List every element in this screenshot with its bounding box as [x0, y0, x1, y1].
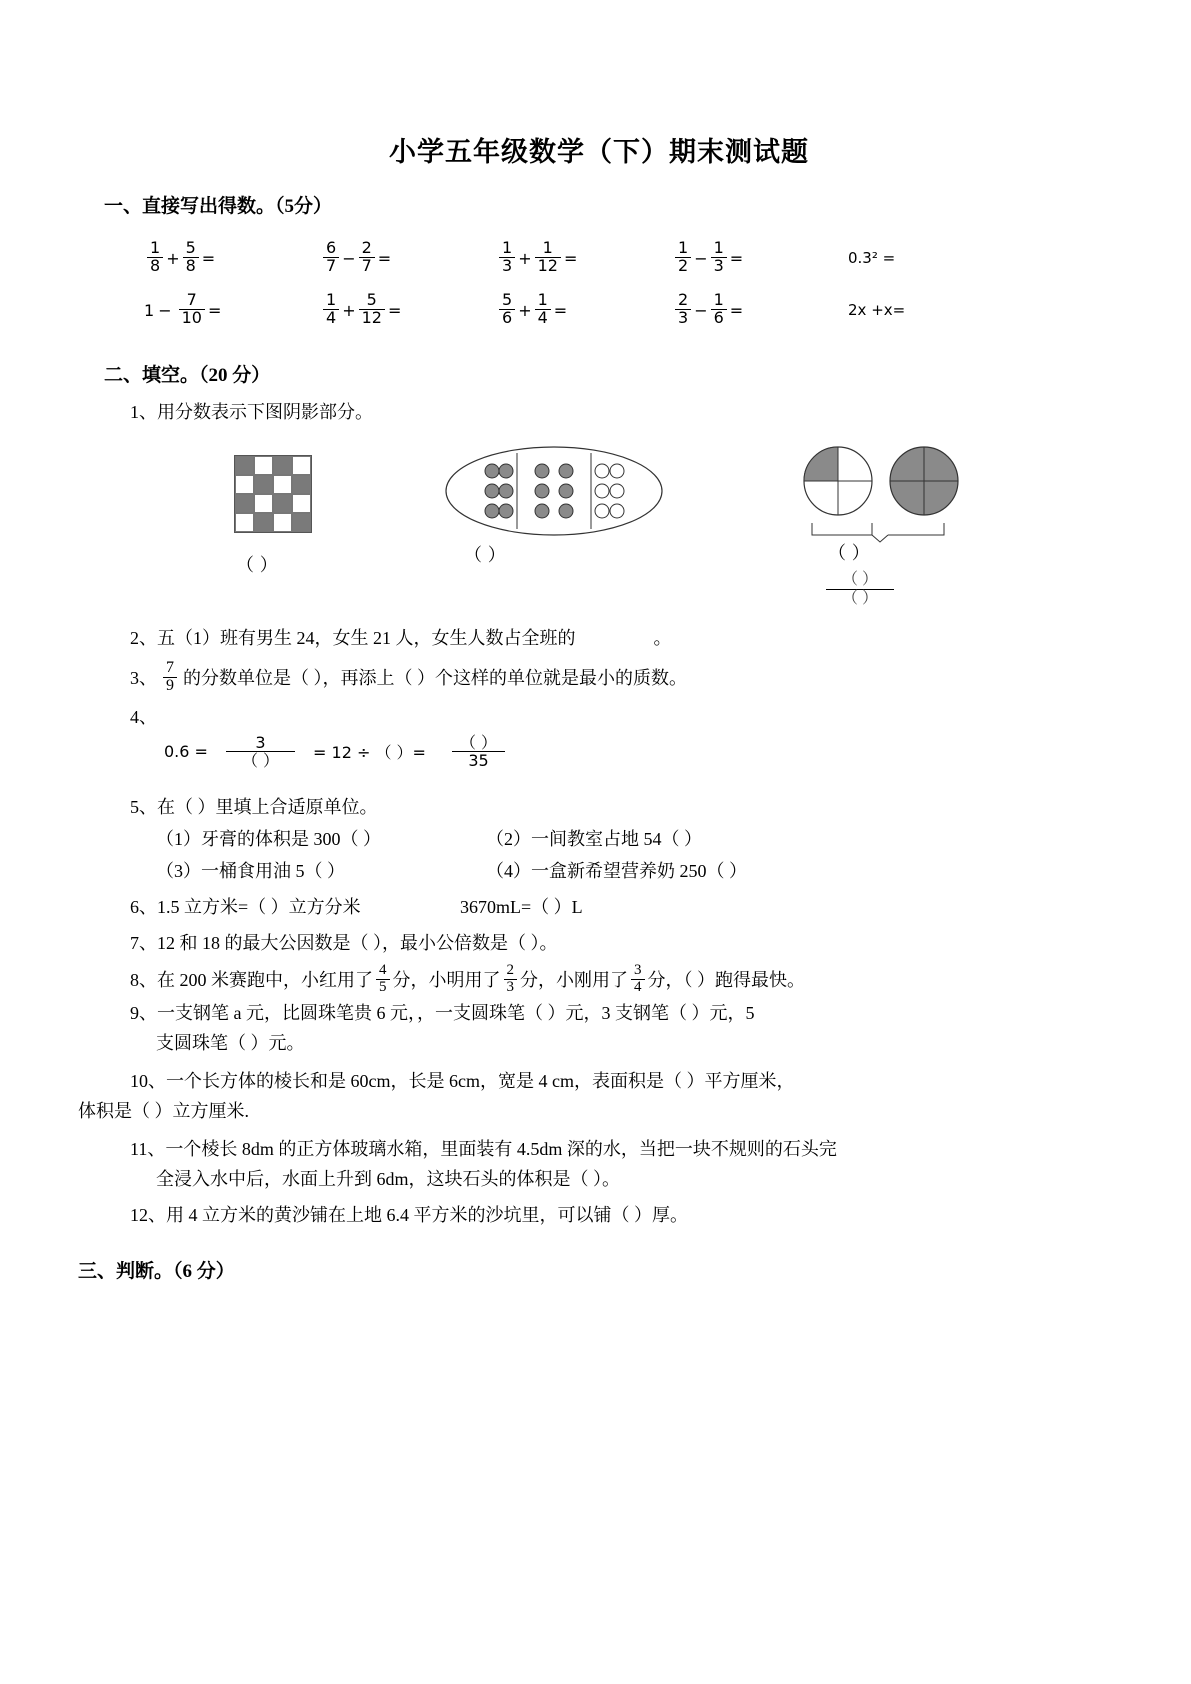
oral-item [496, 237, 672, 276]
fraction-numerator: 7 [166, 659, 174, 676]
equals-sign: = [377, 248, 392, 268]
oral-row [144, 232, 1024, 284]
page-title: 小学五年级数学（下）期末测试题 [389, 137, 809, 167]
question-2-6-part-a[interactable]: 6、1.5 立方米=（ ）立方分米 [130, 896, 361, 917]
checkerboard-grid [234, 455, 312, 533]
fraction-denominator: 12 [359, 309, 385, 327]
fraction-blank-1[interactable] [226, 734, 295, 770]
question-2-3-text: 的分数单位是（ ），再添上（ ）个这样的单位就是最小的质数。 [183, 668, 687, 689]
question-2-5-item-4[interactable]: （4）一盒新希望营养奶 250（ ） [486, 860, 747, 881]
grid-cell [273, 494, 292, 513]
question-2-2-period: 。 [653, 628, 672, 648]
question-2-6-part-b[interactable]: 3670mL=（ ）L [460, 896, 583, 917]
question-2-5-item-2[interactable]: （2）一间教室占地 54（ ） [486, 828, 702, 849]
question-2-8-text-2: 分，小明用了 [392, 970, 501, 991]
oval-dots-figure [444, 445, 664, 566]
fraction-numerator: 3 [255, 732, 266, 752]
operator: + [342, 300, 356, 320]
grid-cell [273, 456, 292, 475]
fraction-numerator: 3 [634, 961, 642, 978]
question-2-10-line-2[interactable]: 体积是（ ）立方厘米. [78, 1101, 249, 1122]
oral-item [848, 249, 1024, 267]
grid-cell [273, 513, 292, 532]
section-two-heading: 二、填空。（20 分） [104, 365, 271, 386]
fraction-denominator: 4 [535, 309, 551, 327]
question-2-5-item-1[interactable]: （1）牙膏的体积是 300（ ） [156, 828, 381, 849]
fraction-denominator: 3 [499, 257, 515, 275]
grid-cell [235, 475, 254, 494]
question-2-3 [130, 661, 1094, 696]
fraction-numerator: 1 [502, 237, 513, 257]
fraction-two-thirds [504, 963, 518, 996]
grid-cell [254, 513, 273, 532]
fraction-numerator-blank[interactable]: （ ） [842, 571, 879, 588]
question-2-2-blank[interactable] [576, 621, 654, 655]
fraction-numerator: 1 [326, 289, 337, 309]
operator: − [694, 248, 708, 268]
fraction-denominator: 8 [147, 257, 163, 275]
equation-left: 0.6 = [164, 742, 208, 762]
grid-cell [235, 456, 254, 475]
equals-sign: = [563, 248, 578, 268]
fraction-denominator-blank[interactable]: （ ） [226, 751, 295, 770]
oral-calculation-grid [144, 232, 1024, 336]
fraction-numerator: 2 [678, 289, 689, 309]
operator: − [694, 300, 708, 320]
equals-sign: = [387, 300, 402, 320]
oral-item [672, 237, 848, 276]
question-2-3-index: 3、 [130, 668, 157, 689]
fraction-seven-ninths [163, 660, 177, 695]
fraction-numerator: 5 [366, 289, 377, 309]
equals-sign: = [207, 300, 222, 320]
question-2-7[interactable]: 7、12 和 18 的最大公因数是（ ），最小公倍数是（ ）。 [130, 932, 558, 953]
grid-cell [254, 494, 273, 513]
grid-cell [292, 494, 311, 513]
question-2-2 [130, 621, 1094, 655]
operator: + [518, 248, 532, 268]
fraction-numerator: 5 [185, 237, 196, 257]
question-2-5-item-3[interactable]: （3）一桶食用油 5（ ） [156, 860, 345, 881]
decimal-power-expression: 0.3² = [848, 249, 896, 267]
question-2-2-text: 2、五（1）班有男生 24，女生 21 人，女生人数占全班的 [130, 628, 576, 648]
fraction-numerator: 5 [502, 289, 513, 309]
question-2-4-index: 4、 [130, 706, 157, 727]
oral-item [320, 237, 496, 276]
checkerboard-figure [234, 455, 312, 576]
fraction-denominator: 3 [504, 979, 518, 996]
grid-cell [235, 513, 254, 532]
equation-middle: = 12 ÷ （ ）= [313, 743, 426, 763]
question-2-5-row-2 [156, 856, 1094, 886]
fraction-numerator: 1 [542, 237, 553, 257]
section-three-heading: 三、判断。（6 分） [78, 1261, 235, 1283]
equals-sign: = [729, 300, 744, 320]
equals-sign: = [201, 248, 216, 268]
fraction-denominator: 7 [323, 257, 339, 275]
oral-item [144, 237, 320, 276]
oral-row [144, 284, 1024, 336]
question-2-12[interactable]: 12、用 4 立方米的黄沙铺在上地 6.4 平方米的沙坑里，可以铺（ ）厚。 [130, 1205, 688, 1226]
question-2-9-line-1[interactable]: 9、一支钢笔 a 元，比圆珠笔贵 6 元，，一支圆珠笔（ ）元，3 支钢笔（ ）元，5 [130, 1003, 755, 1024]
question-2-6 [130, 892, 1094, 922]
fraction-denominator: 6 [499, 309, 515, 327]
oral-item [320, 289, 496, 328]
fraction-numerator: 6 [326, 237, 337, 257]
fraction-numerator: 4 [379, 961, 387, 978]
equals-sign: = [553, 300, 568, 320]
fraction-numerator: 2 [361, 237, 372, 257]
grid-cell [292, 475, 311, 494]
question-2-11-line-2[interactable]: 全浸入水中后，水面上升到 6dm，这块石头的体积是（ ）。 [156, 1169, 620, 1190]
fraction-numerator: 2 [506, 961, 514, 978]
grid-cell [254, 475, 273, 494]
shaded-figures-group [104, 433, 1094, 613]
grid-cell [292, 456, 311, 475]
oral-item [144, 289, 320, 328]
two-circles-figure [794, 443, 984, 607]
question-2-8-text-1: 8、在 200 米赛跑中，小红用了 [130, 970, 373, 991]
fraction-numerator-blank[interactable]: （ ） [459, 732, 498, 752]
integer: 1 [144, 300, 155, 320]
fraction-denominator: 2 [675, 257, 691, 275]
grid-cell [273, 475, 292, 494]
oral-item [672, 289, 848, 328]
algebra-expression: 2x +x= [848, 301, 906, 319]
fraction-denominator: 5 [376, 979, 390, 996]
fraction-denominator: 12 [535, 257, 561, 275]
fraction-four-fifths [376, 963, 390, 996]
fraction-numerator: 1 [537, 289, 548, 309]
question-2-10-line-1[interactable]: 10、一个长方体的棱长和是 60cm，长是 6cm，宽是 4 cm，表面积是（ ）平方厘米， [130, 1071, 795, 1092]
figure-2-answer-blank[interactable]: （ ） [464, 545, 506, 566]
fraction-numerator: 1 [678, 237, 689, 257]
operator: − [342, 248, 356, 268]
fraction-numerator: 1 [713, 289, 724, 309]
grid-cell [235, 494, 254, 513]
question-2-5-row-1 [156, 824, 1094, 854]
fraction-denominator-blank[interactable]: （ ） [826, 589, 894, 608]
equals-sign: = [729, 248, 744, 268]
page-content [78, 130, 1094, 1289]
grid-cell [254, 456, 273, 475]
fraction-blank-2[interactable] [444, 734, 513, 770]
grid-cell [292, 513, 311, 532]
fraction-denominator: 7 [359, 257, 375, 275]
fraction-denominator: 3 [675, 309, 691, 327]
fraction-denominator: 8 [183, 257, 199, 275]
question-2-8-text-3: 分，小刚用了 [520, 970, 628, 991]
operator: − [158, 300, 172, 320]
operator: + [518, 300, 532, 320]
fraction-numerator: 1 [713, 237, 724, 257]
fraction-numerator: 7 [186, 289, 197, 309]
question-2-9-line-2[interactable]: 支圆珠笔（ ）元。 [156, 1033, 305, 1054]
section-one-heading: 一、直接写出得数。（5分） [104, 196, 333, 217]
question-2-11-line-1: 11、一个棱长 8dm 的正方体玻璃水箱，里面装有 4.5dm 深的水，当把一块不规则的石头完 [130, 1139, 837, 1160]
question-2-5: 5、在（ ）里填上合适原单位。 [130, 796, 378, 817]
fraction-denominator: 6 [711, 309, 727, 327]
fraction-denominator: 4 [631, 979, 645, 996]
fraction-three-quarters [631, 963, 645, 996]
operator: + [166, 248, 180, 268]
figure-3-answer-blank[interactable]: （ ） [828, 543, 870, 564]
fraction-denominator: 9 [163, 677, 177, 695]
fraction-denominator: 35 [452, 751, 504, 770]
fraction-denominator: 3 [711, 257, 727, 275]
fraction-numerator: 1 [150, 237, 161, 257]
question-2-8-text-4[interactable]: 分，（ ）跑得最快。 [647, 970, 805, 991]
fraction-denominator: 10 [179, 309, 205, 327]
figure-3-fraction-blank[interactable] [822, 571, 898, 607]
fraction-denominator: 4 [323, 309, 339, 327]
oral-item [496, 289, 672, 328]
question-2-4-equation [164, 734, 1094, 770]
question-2-8 [130, 961, 1094, 997]
figure-1-answer-blank[interactable]: （ ） [236, 555, 278, 576]
question-2-1: 1、用分数表示下图阴影部分。 [130, 402, 373, 422]
oral-item [848, 301, 1024, 319]
